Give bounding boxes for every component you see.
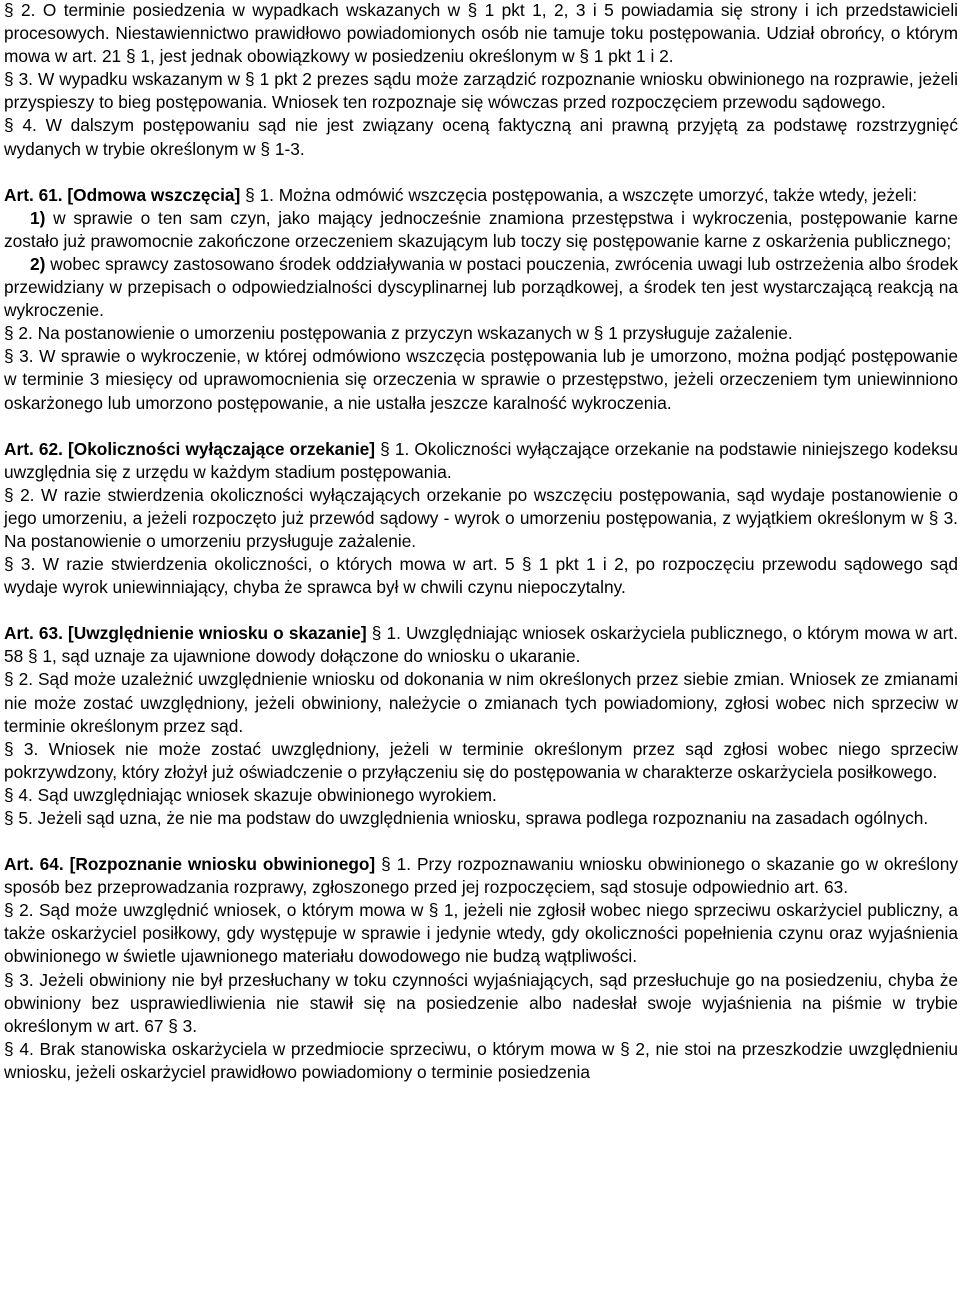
section-paragraph [4, 345, 958, 414]
paragraph-text: § 2. Sąd może uzależnić uwzględnienie wniosku od dokonania w nim określonych przez siebie zmian. Wniosek ze zmianami nie może zostać uwzględniony, jeżeli obwiniony, należycie o zmianach tych powiadomiony, zgłosi wobec nich sprzeciw w terminie określonym przez sąd. [4, 669, 958, 736]
section-paragraph [4, 207, 958, 253]
article-heading: Art. 63. [Uwzględnienie wniosku o skazanie] [4, 623, 367, 644]
paragraph-text: § 5. Jeżeli sąd uzna, że nie ma podstaw do uwzględnienia wniosku, sprawa podlega rozpoznaniu na zasadach ogólnych. [4, 808, 929, 828]
paragraph-text: § 2. O terminie posiedzenia w wypadkach wskazanych w § 1 pkt 1, 2, 3 i 5 powiadamia się strony i ich przedstawicieli procesowych. Niestawiennictwo prawidłowo powiadomionych osób nie tamuje toku postępowania. Udział obrońcy, o którym mowa w art. 21 § 1, jest jednak obowiązkowy w posiedzeniu określonym w § 1 pkt 1 i 2. [4, 0, 958, 67]
section-paragraph [4, 553, 958, 599]
paragraph-text: § 3. W wypadku wskazanym w § 1 pkt 2 prezes sądu może zarządzić rozpoznanie wniosku obwinionego na rozprawie, jeżeli przyspieszy to bieg postępowania. Wniosek ten rozpoznaje się wówczas przed rozpoczęciem przewodu sądowego. [4, 69, 958, 113]
article-heading: Art. 61. [Odmowa wszczęcia] [4, 184, 241, 205]
section-paragraph [4, 738, 958, 784]
paragraph-text: § 3. W sprawie o wykroczenie, w której odmówiono wszczęcia postępowania lub je umorzono, można podjąć postępowanie w terminie 3 miesięcy od uprawomocnienia się orzeczenia w sprawie o przestępstwo, jeżeli orzeczeniem tym uniewinniono oskarżonego lub umorzono postępowanie, a nie ustalła jeszcze karalność wykroczenia. [4, 346, 958, 413]
paragraph-text: § 2. Na postanowienie o umorzeniu postępowania z przyczyn wskazanych w § 1 przysługuje zażalenie. [4, 323, 793, 344]
article-heading: 2) [30, 253, 46, 274]
paragraph-text: § 1. Przy rozpoznawaniu wniosku obwinionego o skazanie go w określony sposób bez przeprowadzania rozprawy, zgłoszonego przed jej rozpoczęciem, sąd stosuje odpowiednio art. 63. [4, 854, 958, 898]
paragraph-text: § 2. W razie stwierdzenia okoliczności wyłączających orzekanie po wszczęciu postępowania, sąd wydaje postanowienie o jego umorzeniu, a jeżeli rozpoczęto już przewód sądowy - wyrok o umorzeniu postępowania, z wyjątkiem określonym w § 3. Na postanowienie o umorzeniu przysługuje zażalenie. [4, 484, 958, 551]
article-heading: 1) [30, 207, 46, 228]
paragraph-text: § 2. Sąd może uwzględnić wniosek, o którym mowa w § 1, jeżeli nie zgłosił wobec niego sprzeciwu oskarżyciel publiczny, a także oskarżyciel posiłkowy, gdy występuje w sprawie i jedynie wtedy, gdy okoliczności popełnienia czynu oraz wyjaśnienia obwinionego w świetle ujawnionego materiału dowodowego nie budzą wątpliwości. [4, 900, 958, 967]
paragraph-text: § 4. W dalszym postępowaniu sąd nie jest związany oceną faktyczną ani prawną przyjętą za podstawę rozstrzygnięć wydanych w trybie określonym w § 1-3. [4, 115, 958, 159]
paragraph-text: § 1. Uwzględniając wniosek oskarżyciela publicznego, o którym mowa w art. 58 § 1, sąd uznaje za ujawnione dowody dołączone do wniosku o ukaranie. [4, 623, 958, 667]
section-paragraph [4, 0, 958, 68]
article-heading: Art. 64. [Rozpoznanie wniosku obwinionego] [4, 854, 376, 875]
paragraph-text: § 3. Wniosek nie może zostać uwzględniony, jeżeli w terminie określonym przez sąd zgłosi wobec niego sprzeciw pokrzywdzony, który złożył już oświadczenie o przyłączeniu się do postępowania w charakterze oskarżyciela posiłkowego. [4, 738, 958, 782]
paragraph-text: § 4. Sąd uwzględniając wniosek skazuje obwinionego wyrokiem. [4, 784, 497, 805]
article-heading: Art. 62. [Okoliczności wyłączające orzekanie] [4, 438, 376, 459]
section-paragraph [4, 253, 958, 322]
paragraph-text: § 3. Jeżeli obwiniony nie był przesłuchany w toku czynności wyjaśniających, sąd przesłuchuje go na posiedzeniu, chyba że obwiniony bez usprawiedliwienia nie stawił się na posiedzenie albo nadesłał swoje wyjaśnienia na piśmie w trybie określonym w art. 67 § 3. [4, 969, 958, 1036]
article-paragraph [4, 853, 958, 899]
paragraph-text: § 4. Brak stanowiska oskarżyciela w przedmiocie sprzeciwu, o którym mowa w § 2, nie stoi na przeszkodzie uwzględnieniu wniosku, jeżeli oskarżyciel prawidłowo powiadomiony o terminie posiedzenia [4, 1038, 958, 1082]
section-paragraph [4, 1038, 958, 1084]
paragraph-text: wobec sprawcy zastosowano środek oddziaływania w postaci pouczenia, zwrócenia uwagi lub ostrzeżenia albo środek przewidziany w przepisach o odpowiedzialności dyscyplinarnej lub porządkowej, a środek ten jest wystarczającą reakcją na wykroczenie. [4, 253, 958, 321]
paragraph-text: § 1. Okoliczności wyłączające orzekanie na podstawie niniejszego kodeksu uwzględnia się z urzędu w każdym stadium postępowania. [4, 438, 958, 482]
article-paragraph [4, 622, 958, 668]
paragraph-text: w sprawie o ten sam czyn, jako mający jednocześnie znamiona przestępstwa i wykroczenia, postępowanie karne zostało już prawomocnie zakończone orzeczeniem skazującym lub toczy się postępowanie karne z oskarżenia publicznego; [4, 207, 958, 251]
article-paragraph [4, 438, 958, 484]
section-paragraph [4, 807, 958, 830]
section-paragraph [4, 114, 958, 160]
section-paragraph [4, 784, 958, 807]
section-paragraph [4, 899, 958, 968]
section-paragraph [4, 68, 958, 114]
section-paragraph [4, 969, 958, 1038]
article-paragraph [4, 184, 958, 207]
paragraph-text: § 3. W razie stwierdzenia okoliczności, o których mowa w art. 5 § 1 pkt 1 i 2, po rozpoczęciu przewodu sądowego sąd wydaje wyrok uniewinniający, chyba że sprawca był w chwili czynu niepoczytalny. [4, 554, 958, 598]
section-paragraph [4, 484, 958, 553]
paragraph-text: § 1. Można odmówić wszczęcia postępowania, a wszczęte umorzyć, także wtedy, jeżeli: [240, 184, 918, 205]
section-paragraph [4, 322, 958, 345]
section-paragraph [4, 668, 958, 737]
